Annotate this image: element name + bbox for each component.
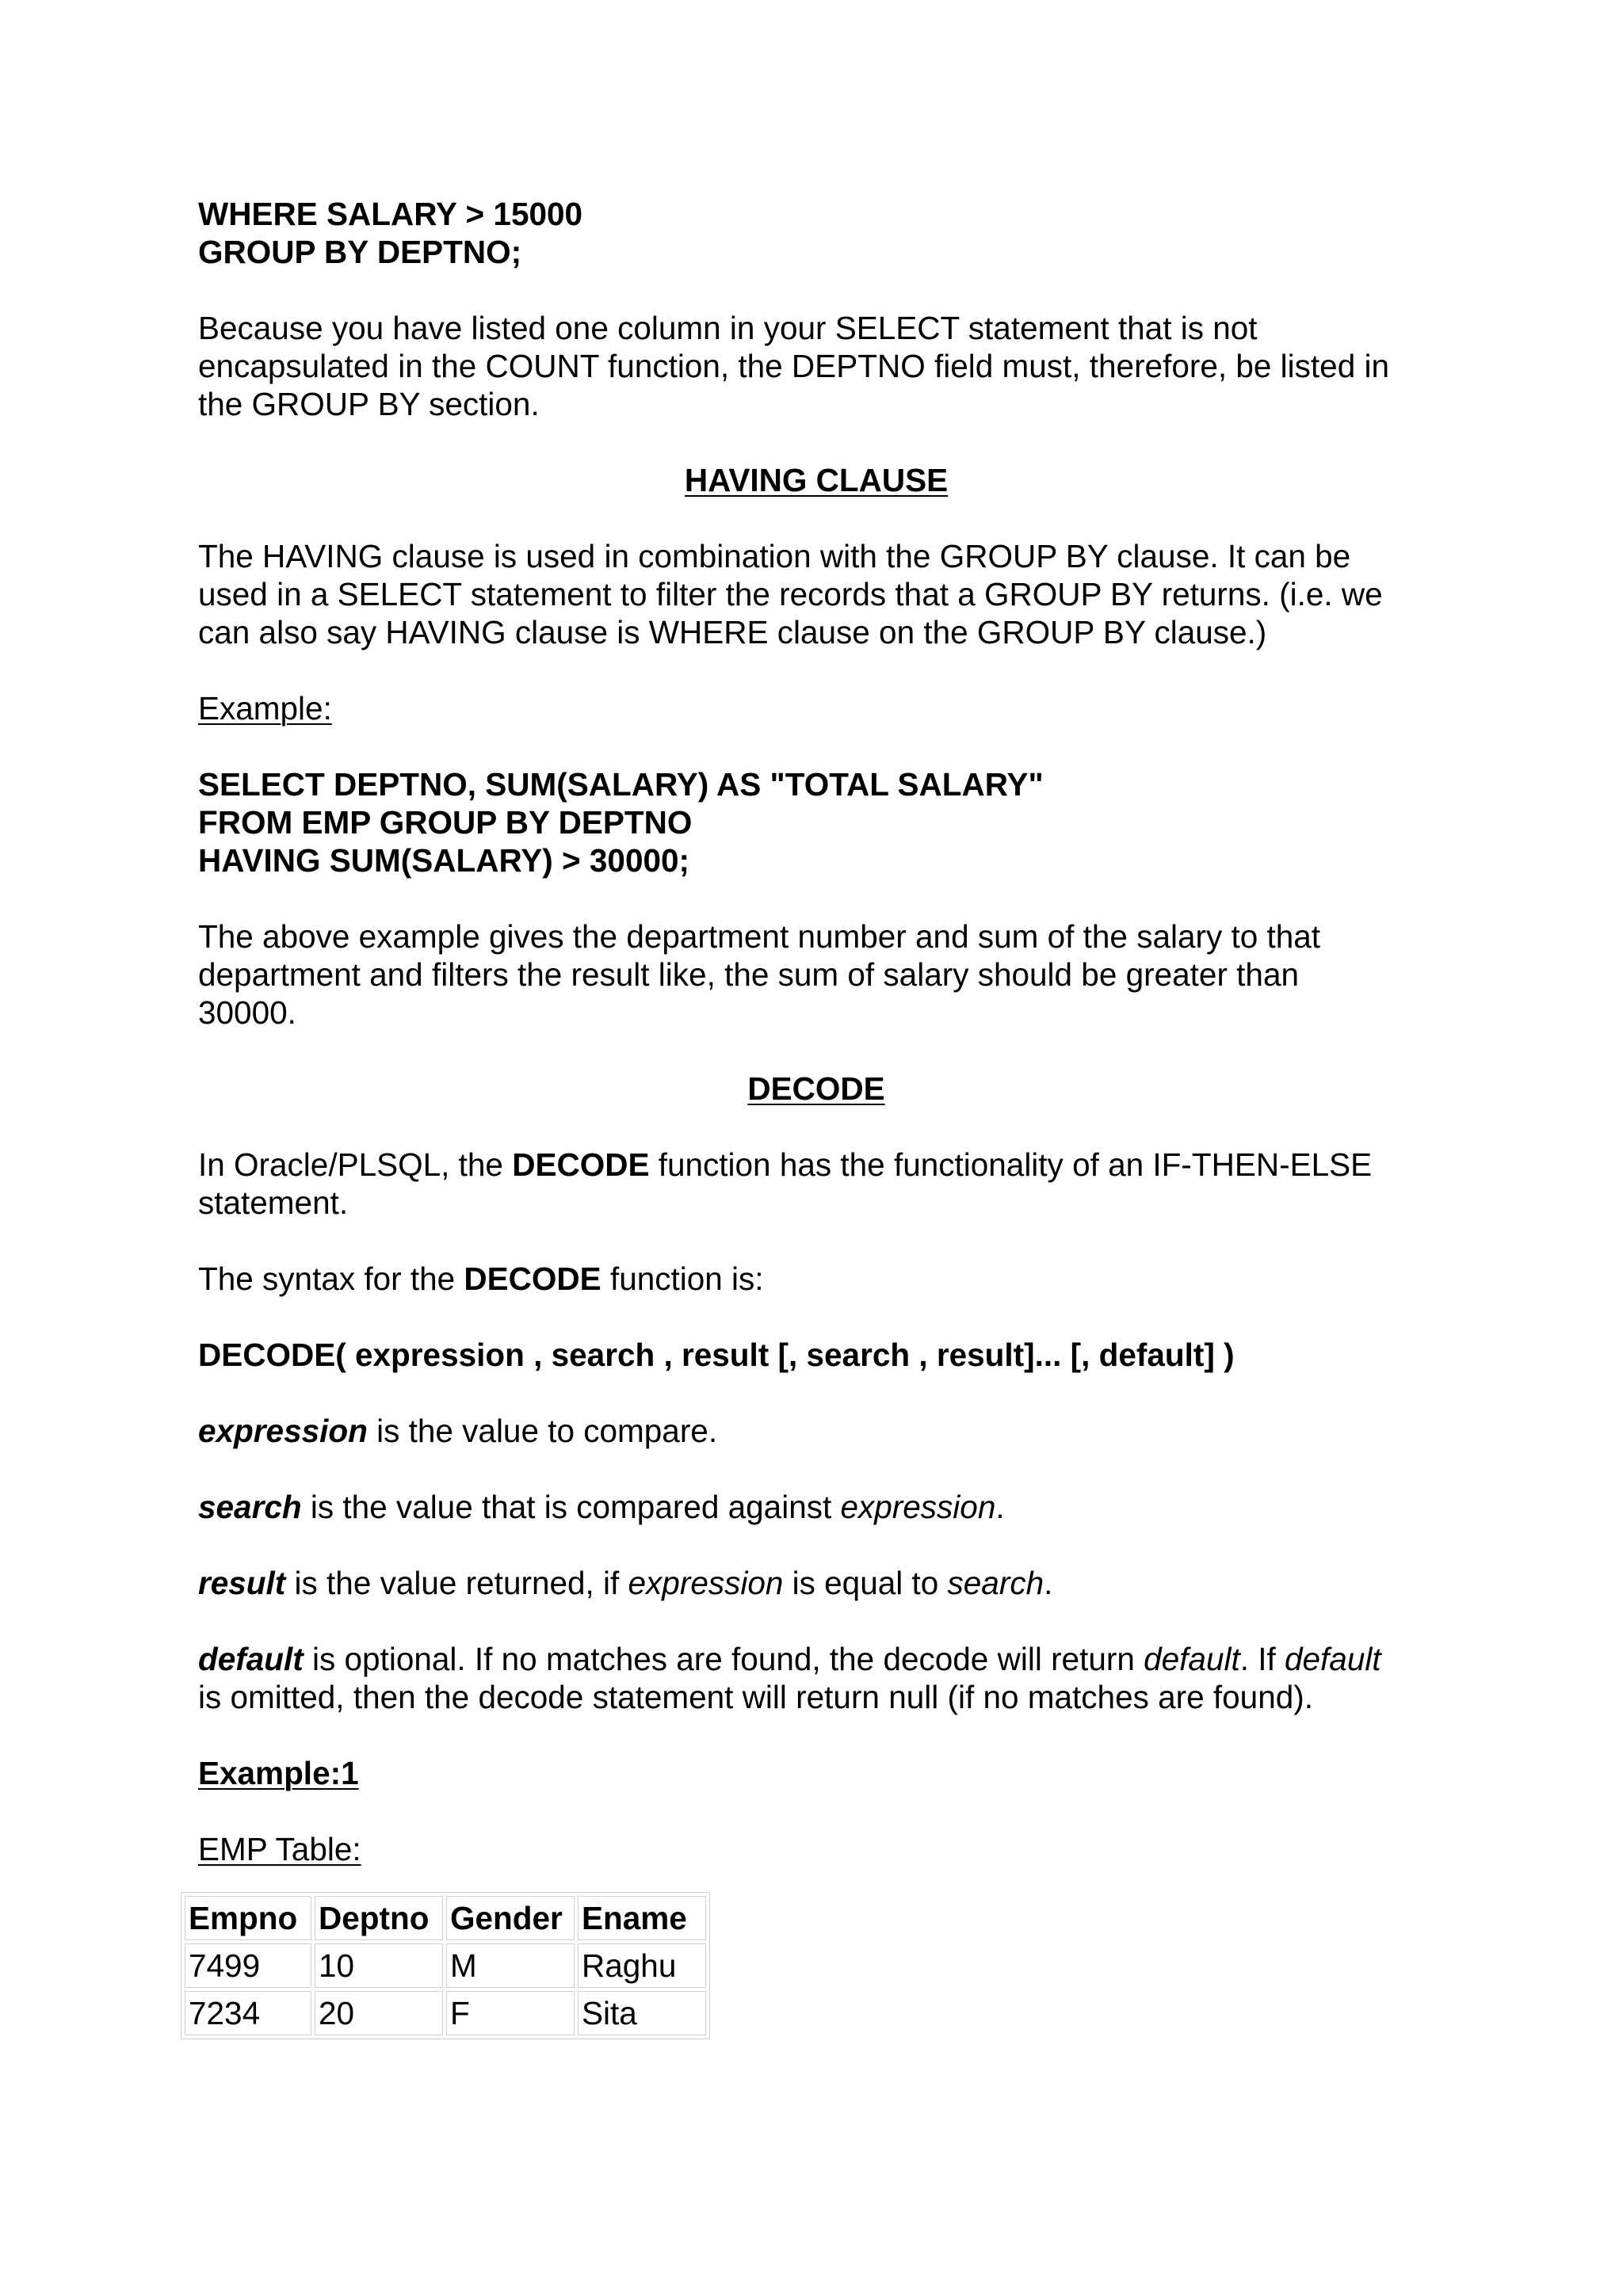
table-row [185, 1943, 706, 1988]
result-definition [198, 1564, 1434, 1602]
italic-ref: default [1144, 1641, 1240, 1677]
paragraph-line: statement. [198, 1184, 349, 1221]
text-run: In Oracle/PLSQL, the [198, 1146, 513, 1183]
table-cell: 10 [315, 1943, 443, 1988]
table-cell: 20 [315, 1991, 443, 2035]
having-clause-heading: HAVING CLAUSE [684, 462, 949, 498]
example-label: Example: [198, 690, 332, 727]
column-header: Gender [446, 1896, 575, 1940]
example1-label-row [198, 1754, 1434, 1792]
text-run: . If [1239, 1641, 1285, 1677]
expression-definition [198, 1412, 1434, 1450]
example1-label: Example:1 [198, 1755, 359, 1791]
text-run: is optional. If no matches are found, the decode will return [303, 1641, 1144, 1677]
paragraph-line: Because you have listed one column in your SELECT statement that is not [198, 310, 1258, 346]
text-run: is the value to compare. [367, 1413, 718, 1449]
decode-syntax-code: DECODE( expression , search , result [, search , result]... [, default] ) [198, 1337, 1235, 1373]
emp-table [181, 1892, 710, 2039]
table-row [185, 1991, 706, 2035]
having-heading-row [198, 461, 1434, 499]
table-cell: M [446, 1943, 575, 1988]
code-groupby-line: GROUP BY DEPTNO; [198, 234, 522, 270]
text-run: . [1044, 1565, 1053, 1601]
table-cell: Sita [578, 1991, 706, 2035]
table-cell: 7234 [185, 1991, 311, 2035]
paragraph-line: 30000. [198, 994, 296, 1031]
italic-ref: default [1285, 1641, 1381, 1677]
code-line: HAVING SUM(SALARY) > 30000; [198, 842, 689, 879]
paragraph-line: the GROUP BY section. [198, 386, 540, 422]
table-cell: Raghu [578, 1943, 706, 1988]
text-run: . [995, 1489, 1005, 1525]
text-run: function is: [601, 1261, 764, 1297]
italic-ref: expression [628, 1565, 784, 1601]
code-line: FROM EMP GROUP BY DEPTNO [198, 804, 693, 841]
table-header-row [185, 1896, 706, 1940]
text-run: is the value that is compared against [301, 1489, 841, 1525]
decode-keyword: DECODE [464, 1261, 601, 1297]
term-expression: expression [198, 1413, 368, 1449]
search-definition [198, 1488, 1434, 1526]
paragraph-line: The HAVING clause is used in combination with the GROUP BY clause. It can be [198, 538, 1351, 574]
italic-ref: expression [840, 1489, 996, 1525]
column-header: Deptno [315, 1896, 443, 1940]
text-run: The syntax for the [198, 1261, 464, 1297]
code-line: SELECT DEPTNO, SUM(SALARY) AS "TOTAL SALARY" [198, 766, 1044, 803]
decode-keyword: DECODE [512, 1146, 650, 1183]
paragraph-line: can also say HAVING clause is WHERE clause on the GROUP BY clause.) [198, 614, 1267, 650]
term-result: result [198, 1565, 286, 1601]
column-header: Ename [578, 1896, 706, 1940]
paragraph-line: is omitted, then the decode statement will return null (if no matches are found). [198, 1679, 1313, 1715]
text-run: is equal to [783, 1565, 948, 1601]
table-caption-row [198, 1830, 1434, 1868]
table-cell: 7499 [185, 1943, 311, 1988]
paragraph-line: encapsulated in the COUNT function, the DEPTNO field must, therefore, be listed in [198, 348, 1389, 384]
decode-intro-line [198, 1146, 1434, 1184]
paragraph-line: used in a SELECT statement to filter the records that a GROUP BY returns. (i.e. we [198, 576, 1383, 612]
decode-heading: DECODE [747, 1070, 885, 1107]
decode-syntax-intro [198, 1260, 1434, 1298]
term-default: default [198, 1641, 304, 1677]
emp-table-caption: EMP Table: [198, 1831, 361, 1867]
paragraph-line: department and filters the result like, the sum of salary should be greater than [198, 956, 1300, 993]
default-definition [198, 1640, 1434, 1678]
column-header: Empno [185, 1896, 311, 1940]
document-page [189, 195, 1434, 2039]
text-run: function has the functionality of an IF-THEN-ELSE [649, 1146, 1373, 1183]
table-cell: F [446, 1991, 575, 2035]
text-run: is the value returned, if [285, 1565, 628, 1601]
example-label-row [198, 689, 1434, 727]
term-search: search [198, 1489, 302, 1525]
decode-heading-row [198, 1070, 1434, 1108]
paragraph-line: The above example gives the department number and sum of the salary to that [198, 918, 1321, 955]
italic-ref: search [947, 1565, 1044, 1601]
code-where-line: WHERE SALARY > 15000 [198, 196, 583, 232]
